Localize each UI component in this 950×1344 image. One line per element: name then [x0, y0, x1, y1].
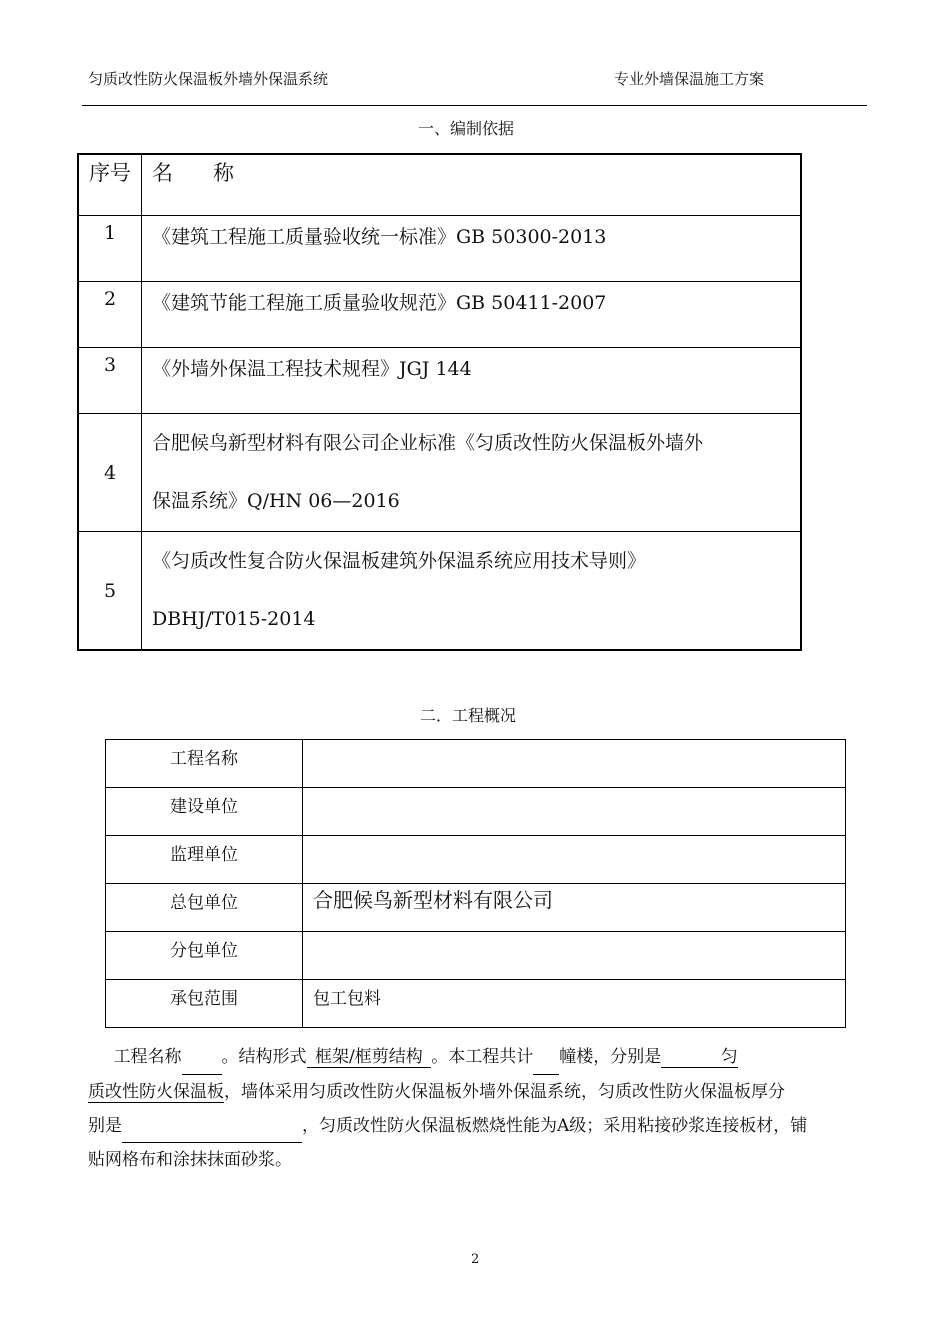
paragraph-line: 质改性防火保温板，墙体采用匀质改性防火保温板外墙外保温系统，匀质改性防火保温板厚分 [88, 1082, 785, 1102]
project-overview-table [105, 739, 846, 1028]
table-row [106, 740, 846, 788]
row-number: 3 [78, 348, 142, 414]
project-description [88, 1040, 868, 1177]
page-number: 2 [471, 1252, 480, 1267]
reference-table [77, 153, 802, 651]
row-label: 分包单位 [106, 932, 303, 980]
table-row [106, 884, 846, 932]
row-value [303, 932, 846, 980]
row-number: 1 [78, 216, 142, 282]
row-text: 《匀质改性复合防火保温板建筑外保温系统应用技术导则》 DBHJ/T015-2014 [142, 532, 802, 651]
row-text: 《外墙外保温工程技术规程》JGJ 144 [142, 348, 802, 414]
table-row [78, 348, 801, 414]
row-value [303, 740, 846, 788]
structure-type: 框架/框剪结构 [307, 1047, 432, 1068]
row-label: 承包范围 [106, 980, 303, 1028]
header-col-name: 名 称 [142, 154, 802, 216]
table-row [106, 788, 846, 836]
header-divider [82, 105, 867, 106]
row-text: 合肥候鸟新型材料有限公司企业标准《匀质改性防火保温板外墙外 保温系统》Q/HN 06—2016 [142, 414, 802, 532]
row-number: 5 [78, 532, 142, 651]
row-label: 建设单位 [106, 788, 303, 836]
table-header-row [78, 154, 801, 216]
row-number: 4 [78, 414, 142, 532]
table-row [106, 932, 846, 980]
row-number: 2 [78, 282, 142, 348]
row-value [303, 836, 846, 884]
table-row [106, 836, 846, 884]
table-row [78, 532, 801, 651]
board-type-part1: 匀 [661, 1047, 738, 1068]
row-value: 包工包料 [303, 980, 846, 1028]
row-value [303, 788, 846, 836]
blank-building-count [533, 1052, 559, 1075]
row-label: 总包单位 [106, 884, 303, 932]
header-col-number: 序号 [78, 154, 142, 216]
row-value: 合肥候鸟新型材料有限公司 [303, 884, 846, 932]
paragraph-line: 工程名称 。结构形式 框架/框剪结构 。本工程共计 幢楼，分别是 匀 [88, 1040, 868, 1075]
table-row [106, 980, 846, 1028]
paragraph-line: 贴网格布和涂抹抹面砂浆。 [88, 1150, 292, 1170]
header-right-title: 专业外墙保温施工方案 [614, 70, 765, 88]
header-left-title: 匀质改性防火保温板外墙外保温系统 [88, 70, 329, 88]
paragraph-line: 别是 ，匀质改性防火保温板燃烧性能为A级；采用粘接砂浆连接板材，铺 [88, 1109, 868, 1143]
table-row [78, 282, 801, 348]
section1-title: 一、编制依据 [418, 119, 515, 138]
blank-board-thickness [122, 1120, 302, 1143]
blank-project-name [182, 1052, 222, 1075]
table-row [78, 414, 801, 532]
board-type-part2: 质改性防火保温板 [88, 1082, 224, 1102]
table-row [78, 216, 801, 282]
row-text: 《建筑节能工程施工质量验收规范》GB 50411-2007 [142, 282, 802, 348]
row-label: 监理单位 [106, 836, 303, 884]
row-label: 工程名称 [106, 740, 303, 788]
row-text: 《建筑工程施工质量验收统一标准》GB 50300-2013 [142, 216, 802, 282]
section2-title: 二．工程概况 [420, 706, 517, 725]
